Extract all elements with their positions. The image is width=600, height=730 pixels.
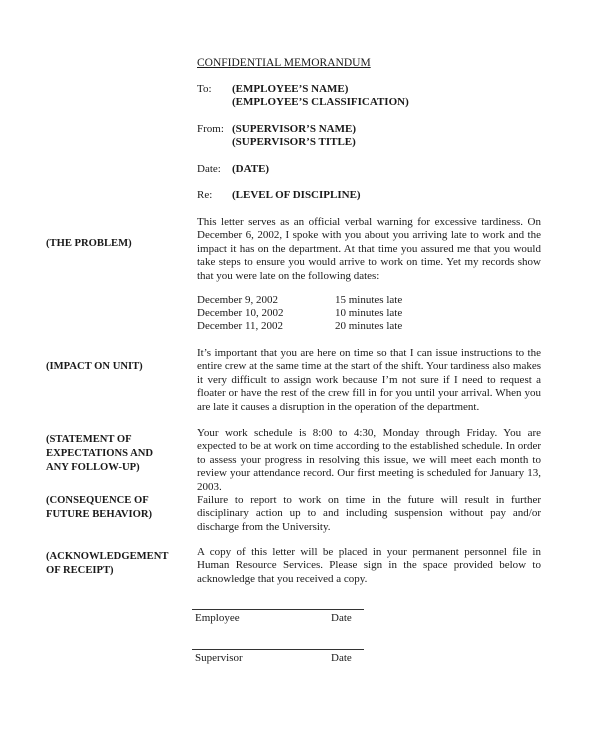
from-supervisor-name: (SUPERVISOR’S NAME) [232,123,356,135]
to-label: To: [197,83,212,95]
paragraph-text: Your work schedule is 8:00 to 4:30, Monday through Friday. You are expected to be at work on time according to the established schedule. In order to assess your progress in resolving this issue, we will meet each month to review your attendance record. Our first meeting is scheduled for January 13, 2003. [197,427,541,493]
employee-signature-line [192,609,364,610]
date-value: (DATE) [232,163,270,175]
supervisor-signature-label: Supervisor [195,652,243,664]
from-label: From: [197,123,224,135]
late-date-3: December 11, 2002 [197,320,284,332]
late-minutes-1: 15 minutes late [335,294,403,306]
late-minutes-2: 10 minutes late [335,307,403,319]
supervisor-signature-line [192,649,364,650]
late-date-1: December 9, 2002 [197,294,278,306]
expectations-paragraph [197,427,541,494]
label-line: OF RECEIPT) [46,565,114,576]
from-supervisor-title: (SUPERVISOR’S TITLE) [232,136,356,148]
memo-title: CONFIDENTIAL MEMORANDUM [197,57,371,69]
employee-signature-label: Employee [195,612,240,624]
label-acknowledgement [46,550,168,578]
label-line: (STATEMENT OF [46,434,132,445]
re-label: Re: [197,189,213,201]
paragraph-text: This letter serves as an official verbal warning for excessive tardiness. On December 6, 2002, I spoke with you about you arriving late to work and the impact it has on the department. At that time you assured me that you would take steps to ensure you would arrive to work on time. Yet my records show that you were late on the following dates: [197,216,541,282]
label-consequence [46,494,152,522]
to-employee-classification: (EMPLOYEE’S CLASSIFICATION) [232,96,409,108]
label-line: FUTURE BEHAVIOR) [46,509,153,520]
label-line: EXPECTATIONS AND [46,448,154,459]
label-line: (CONSEQUENCE OF [46,495,149,506]
problem-paragraph [197,216,541,283]
label-statement-of-expectations [46,433,153,475]
paragraph-text: Failure to report to work on time in the future will result in further disciplinary action up to and including suspension without pay and/or discharge from the University. [197,494,541,533]
to-employee-name: (EMPLOYEE’S NAME) [232,83,349,95]
date-label: Date: [197,163,221,175]
impact-paragraph [197,347,541,414]
label-line: ANY FOLLOW-UP) [46,462,140,473]
supervisor-date-label: Date [331,652,352,664]
label-line: (ACKNOWLEDGEMENT [46,551,169,562]
late-date-2: December 10, 2002 [197,307,284,319]
re-value: (LEVEL OF DISCIPLINE) [232,189,361,201]
consequence-paragraph [197,494,541,534]
label-the-problem: (THE PROBLEM) [46,238,132,249]
label-impact-on-unit: (IMPACT ON UNIT) [46,361,143,372]
employee-date-label: Date [331,612,352,624]
paragraph-text: It’s important that you are here on time so that I can issue instructions to the entire crew at the same time at the start of the shift. Your tardiness also makes it very difficult to assign work because I’m not sure if I need to request a floater or have the rest of the crew fill in for you until your arrival. When you are late it causes a disruption in the operation of the department. [197,347,541,413]
paragraph-text: A copy of this letter will be placed in your permanent personnel file in Human Resource Services. Please sign in the space provided below to acknowledge that you received a copy. [197,546,541,585]
acknowledgement-paragraph [197,546,541,586]
late-minutes-3: 20 minutes late [335,320,403,332]
